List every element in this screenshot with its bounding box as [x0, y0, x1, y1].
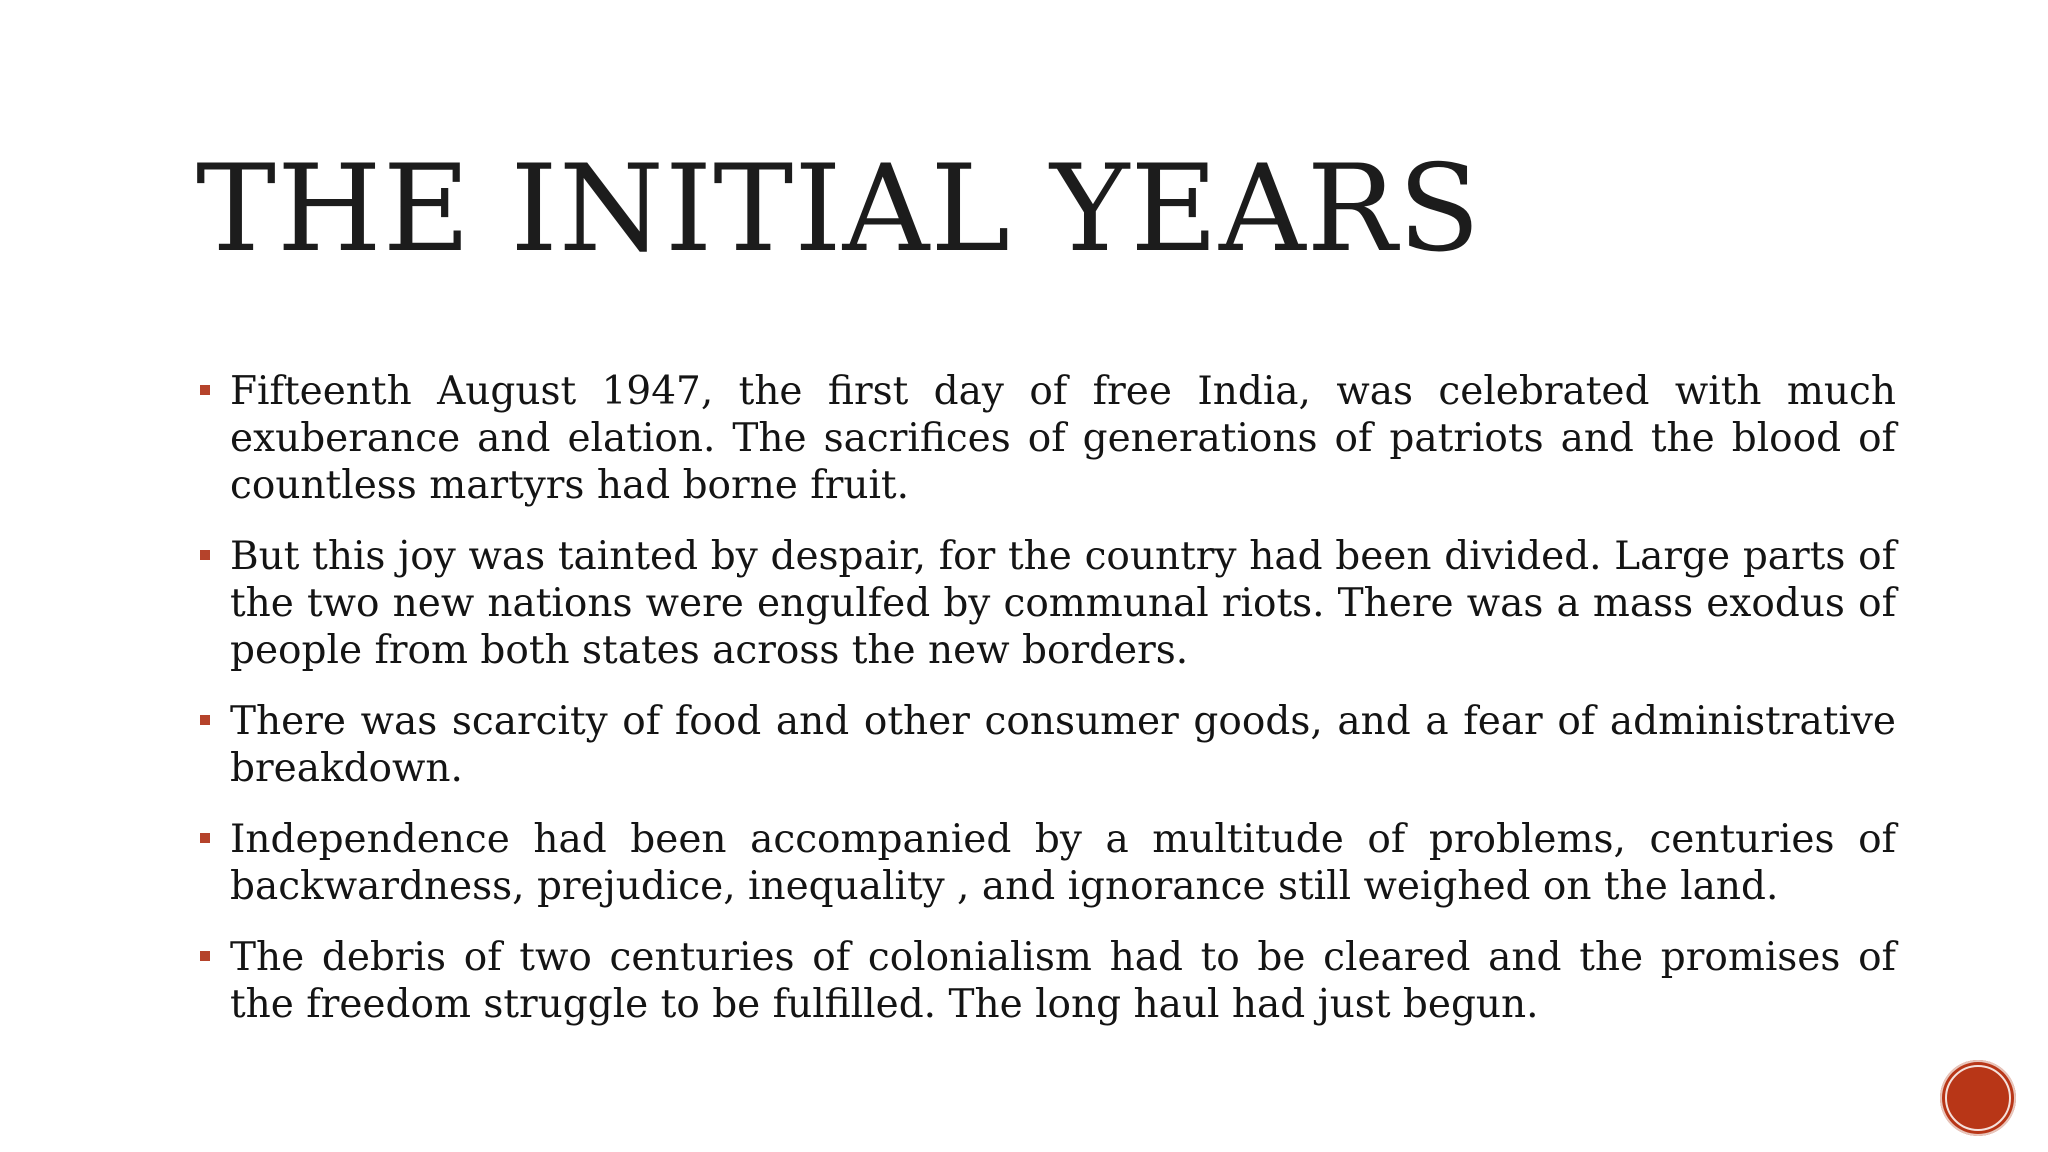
- bullet-item: [196, 533, 1896, 674]
- slide-circle-badge-icon: [1940, 1060, 2016, 1136]
- bullet-list: [196, 368, 1896, 1052]
- bullet-text: The debris of two centuries of colonialism had to be cleared and the promises of the freedom struggle to be fulfilled. The long haul had just begun.: [230, 935, 1896, 1027]
- square-bullet-icon: [200, 833, 210, 843]
- square-bullet-icon: [200, 715, 210, 725]
- square-bullet-icon: [200, 550, 210, 560]
- square-bullet-icon: [200, 385, 210, 395]
- bullet-text: But this joy was tainted by despair, for the country had been divided. Large parts of the two new nations were engulfed by communal riots. There was a mass exodus of people from both states across the new borders.: [230, 534, 1896, 673]
- bullet-item: [196, 368, 1896, 509]
- square-bullet-icon: [200, 951, 210, 961]
- bullet-item: [196, 698, 1896, 792]
- bullet-text: There was scarcity of food and other consumer goods, and a fear of administrative breakdown.: [230, 699, 1896, 791]
- slide-title: THE INITIAL YEARS: [196, 140, 1482, 279]
- bullet-item: [196, 816, 1896, 910]
- bullet-text: Fifteenth August 1947, the first day of free India, was celebrated with much exuberance and elation. The sacrifices of generations of patriots and the blood of countless martyrs had borne fruit.: [230, 369, 1896, 508]
- bullet-item: [196, 934, 1896, 1028]
- bullet-text: Independence had been accompanied by a multitude of problems, centuries of backwardness, prejudice, inequality , and ignorance still weighed on the land.: [230, 817, 1896, 909]
